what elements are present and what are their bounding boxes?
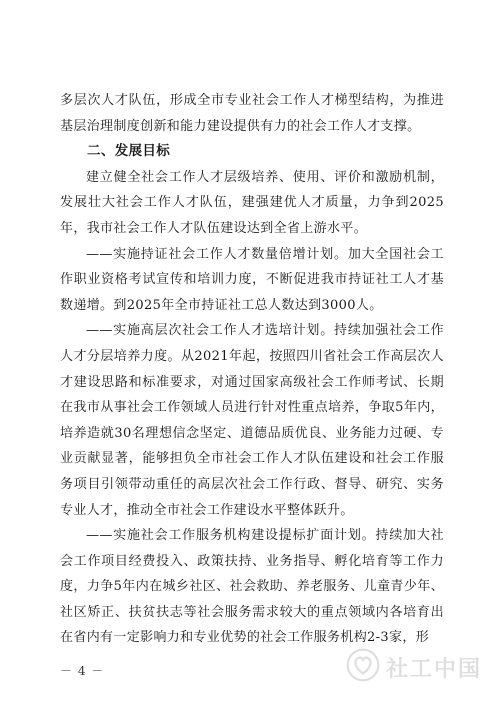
paragraph-continuation: 多层次人才队伍，形成全市专业社会工作人才梯型结构，为推进基层治理制度创新和能力建设提供有力的社会工作人才支撑。	[60, 93, 444, 134]
heart-hands-logo-icon	[346, 648, 380, 686]
paragraph-high-level-plan: ——实施高层次社会工作人才选培计划。持续加强社会工作人才分层培养力度。从2021年起，按照四川省社会工作高层次人才建设思路和标准要求，对通过国家高级社会工作师考试、长期在我市从事社会工作领域人员进行针对性重点培养，争取5年内，培养造就30名理想信念坚定、道德品质优良、业务能力过硬、专业贡献显著，能够担负全市社会工作人才队伍建设和社会工作服务项目引领带动重任的高层次社会工作行政、督导、研究、实务专业人才，推动全市社会工作建设水平整体跃升。	[60, 323, 444, 518]
watermark-text: 社工中国	[385, 656, 482, 682]
paragraph-certified-plan: ——实施持证社会工作人才数量倍增计划。加大全国社会工作职业资格考试宣传和培训力度，不断促进我市持证社工人才基数递增。到2025年全市持证社工总人数达到3000人。	[60, 246, 444, 313]
paragraph-agency-plan: ——实施社会工作服务机构建设提标扩面计划。持续加大社会工作项目经费投入、政策扶持、业务指导、孵化培育等工作力度，力争5年内在城乡社区、社会救助、养老服务、儿童青少年、社区矫正、扶贫扶志等社会服务需求较大的重点领域内各培育出在省内有一定影响力和专业优势的社会工作服务机构2-3家，形	[60, 528, 444, 646]
paragraph-goals: 建立健全社会工作人才层级培养、使用、评价和激励机制，发展壮大社会工作人才队伍，建强建优人才质量，力争到2025年，我市社会工作人才队伍建设达到全省上游水平。	[60, 169, 444, 236]
body-text	[60, 88, 444, 651]
watermark	[346, 648, 482, 686]
page-number: － 4 －	[60, 664, 105, 678]
section-heading: 二、发展目标	[87, 143, 171, 160]
